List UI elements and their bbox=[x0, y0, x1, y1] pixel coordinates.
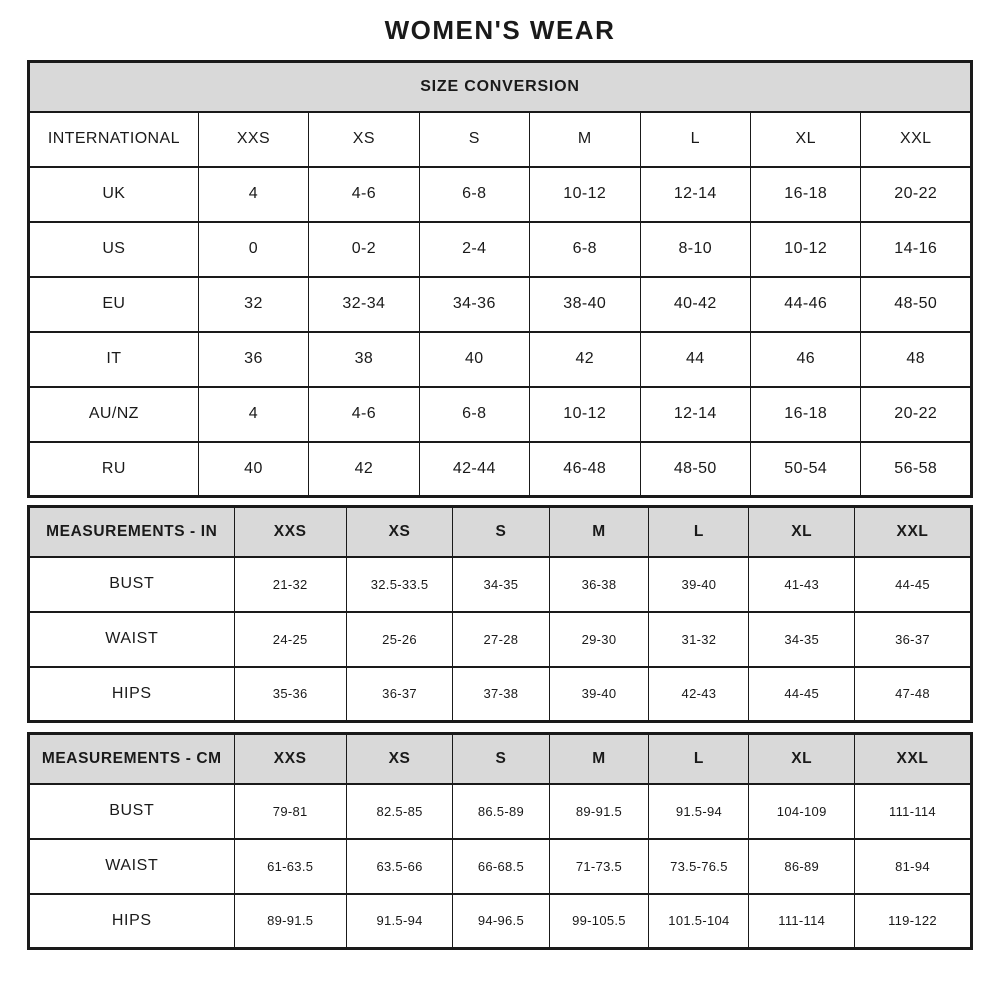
size-cell: 46 bbox=[751, 332, 861, 387]
row-label: WAIST bbox=[29, 839, 235, 894]
measurement-cell: 32.5-33.5 bbox=[346, 557, 453, 612]
size-cell: 44 bbox=[640, 332, 751, 387]
size-cell: 14-16 bbox=[861, 222, 972, 277]
size-cell: 42-44 bbox=[419, 442, 529, 497]
measurement-cell: 63.5-66 bbox=[346, 839, 453, 894]
size-cell: 16-18 bbox=[751, 387, 861, 442]
table-row bbox=[29, 277, 972, 332]
row-label: AU/NZ bbox=[29, 387, 199, 442]
size-cell: 38 bbox=[309, 332, 419, 387]
measurement-cell: 34-35 bbox=[749, 612, 855, 667]
size-header-cell: XXL bbox=[861, 112, 972, 167]
size-header-cell: M bbox=[530, 112, 641, 167]
size-cell: 56-58 bbox=[861, 442, 972, 497]
size-header-cell: L bbox=[640, 112, 751, 167]
size-header-cell: S bbox=[419, 112, 529, 167]
measurement-cell: 111-114 bbox=[749, 894, 855, 949]
measurement-cell: 79-81 bbox=[234, 784, 346, 839]
size-cell: 48 bbox=[861, 332, 972, 387]
table-row bbox=[29, 112, 972, 167]
size-cell: 32-34 bbox=[309, 277, 419, 332]
size-header-cell: XXS bbox=[234, 734, 346, 784]
size-header-cell: XXS bbox=[198, 112, 308, 167]
row-label: WAIST bbox=[29, 612, 235, 667]
table-row bbox=[29, 387, 972, 442]
size-header-cell: S bbox=[453, 734, 549, 784]
row-label: INTERNATIONAL bbox=[29, 112, 199, 167]
measurement-cell: 66-68.5 bbox=[453, 839, 549, 894]
measurement-cell: 29-30 bbox=[549, 612, 649, 667]
measurement-cell: 91.5-94 bbox=[649, 784, 749, 839]
size-cell: 4-6 bbox=[309, 387, 419, 442]
measurement-cell: 21-32 bbox=[234, 557, 346, 612]
measurement-cell: 111-114 bbox=[855, 784, 972, 839]
size-header-cell: L bbox=[649, 507, 749, 557]
size-header-cell: XS bbox=[346, 507, 453, 557]
size-header-cell: XXL bbox=[855, 734, 972, 784]
size-cell: 20-22 bbox=[861, 387, 972, 442]
measurement-cell: 37-38 bbox=[453, 667, 549, 722]
measurements-cm-table bbox=[27, 732, 973, 950]
measurement-cell: 41-43 bbox=[749, 557, 855, 612]
size-header-cell: XL bbox=[749, 507, 855, 557]
size-header-cell: M bbox=[549, 507, 649, 557]
measurement-cell: 61-63.5 bbox=[234, 839, 346, 894]
row-label: EU bbox=[29, 277, 199, 332]
size-header-cell: XS bbox=[309, 112, 419, 167]
measurement-cell: 119-122 bbox=[855, 894, 972, 949]
table-gap bbox=[27, 723, 973, 732]
table-row bbox=[29, 442, 972, 497]
measurement-cell: 36-37 bbox=[855, 612, 972, 667]
size-header-cell: S bbox=[453, 507, 549, 557]
measurements-cm-header: MEASUREMENTS - CM bbox=[29, 734, 235, 784]
table-row bbox=[29, 894, 972, 949]
size-cell: 4 bbox=[198, 387, 308, 442]
size-cell: 4 bbox=[198, 167, 308, 222]
row-label: RU bbox=[29, 442, 199, 497]
size-header-cell: L bbox=[649, 734, 749, 784]
size-cell: 10-12 bbox=[530, 387, 641, 442]
size-cell: 12-14 bbox=[640, 167, 751, 222]
size-cell: 36 bbox=[198, 332, 308, 387]
row-label: BUST bbox=[29, 557, 235, 612]
size-header-cell: M bbox=[549, 734, 649, 784]
size-cell: 42 bbox=[530, 332, 641, 387]
size-cell: 16-18 bbox=[751, 167, 861, 222]
size-cell: 46-48 bbox=[530, 442, 641, 497]
size-cell: 2-4 bbox=[419, 222, 529, 277]
table-gap bbox=[27, 498, 973, 505]
measurement-cell: 71-73.5 bbox=[549, 839, 649, 894]
row-label: US bbox=[29, 222, 199, 277]
size-conversion-header: SIZE CONVERSION bbox=[29, 62, 972, 112]
table-row bbox=[29, 667, 972, 722]
size-cell: 48-50 bbox=[640, 442, 751, 497]
size-header-cell: XXL bbox=[855, 507, 972, 557]
row-label: IT bbox=[29, 332, 199, 387]
measurement-cell: 89-91.5 bbox=[234, 894, 346, 949]
table-row bbox=[29, 557, 972, 612]
table-row bbox=[29, 167, 972, 222]
table-header-row bbox=[29, 734, 972, 784]
measurement-cell: 27-28 bbox=[453, 612, 549, 667]
size-cell: 10-12 bbox=[751, 222, 861, 277]
table-header-row bbox=[29, 507, 972, 557]
measurement-cell: 101.5-104 bbox=[649, 894, 749, 949]
table-row bbox=[29, 839, 972, 894]
measurement-cell: 81-94 bbox=[855, 839, 972, 894]
row-label: HIPS bbox=[29, 894, 235, 949]
size-cell: 12-14 bbox=[640, 387, 751, 442]
size-cell: 48-50 bbox=[861, 277, 972, 332]
size-cell: 6-8 bbox=[419, 167, 529, 222]
measurement-cell: 44-45 bbox=[855, 557, 972, 612]
size-cell: 40 bbox=[419, 332, 529, 387]
measurement-cell: 73.5-76.5 bbox=[649, 839, 749, 894]
measurement-cell: 44-45 bbox=[749, 667, 855, 722]
table-row bbox=[29, 332, 972, 387]
measurement-cell: 25-26 bbox=[346, 612, 453, 667]
page-title: WOMEN'S WEAR bbox=[384, 15, 616, 45]
table-row bbox=[29, 222, 972, 277]
size-cell: 40-42 bbox=[640, 277, 751, 332]
table-row bbox=[29, 612, 972, 667]
measurement-cell: 39-40 bbox=[549, 667, 649, 722]
size-header-cell: XL bbox=[749, 734, 855, 784]
size-cell: 10-12 bbox=[530, 167, 641, 222]
size-cell: 0-2 bbox=[309, 222, 419, 277]
measurement-cell: 24-25 bbox=[234, 612, 346, 667]
size-cell: 0 bbox=[198, 222, 308, 277]
measurement-cell: 91.5-94 bbox=[346, 894, 453, 949]
size-header-cell: XS bbox=[346, 734, 453, 784]
measurement-cell: 86.5-89 bbox=[453, 784, 549, 839]
size-header-cell: XXS bbox=[234, 507, 346, 557]
measurement-cell: 35-36 bbox=[234, 667, 346, 722]
measurement-cell: 36-37 bbox=[346, 667, 453, 722]
row-label: UK bbox=[29, 167, 199, 222]
measurement-cell: 89-91.5 bbox=[549, 784, 649, 839]
size-cell: 6-8 bbox=[530, 222, 641, 277]
measurements-in-table bbox=[27, 505, 973, 723]
size-cell: 50-54 bbox=[751, 442, 861, 497]
measurement-cell: 31-32 bbox=[649, 612, 749, 667]
row-label: BUST bbox=[29, 784, 235, 839]
measurement-cell: 36-38 bbox=[549, 557, 649, 612]
size-cell: 32 bbox=[198, 277, 308, 332]
size-cell: 4-6 bbox=[309, 167, 419, 222]
row-label: HIPS bbox=[29, 667, 235, 722]
size-cell: 40 bbox=[198, 442, 308, 497]
size-cell: 42 bbox=[309, 442, 419, 497]
measurement-cell: 34-35 bbox=[453, 557, 549, 612]
measurement-cell: 86-89 bbox=[749, 839, 855, 894]
size-header-cell: XL bbox=[751, 112, 861, 167]
measurement-cell: 82.5-85 bbox=[346, 784, 453, 839]
size-cell: 44-46 bbox=[751, 277, 861, 332]
size-cell: 38-40 bbox=[530, 277, 641, 332]
measurement-cell: 99-105.5 bbox=[549, 894, 649, 949]
size-cell: 20-22 bbox=[861, 167, 972, 222]
measurements-in-header: MEASUREMENTS - IN bbox=[29, 507, 235, 557]
size-cell: 6-8 bbox=[419, 387, 529, 442]
size-cell: 8-10 bbox=[640, 222, 751, 277]
measurement-cell: 47-48 bbox=[855, 667, 972, 722]
measurement-cell: 42-43 bbox=[649, 667, 749, 722]
table-row bbox=[29, 784, 972, 839]
measurement-cell: 94-96.5 bbox=[453, 894, 549, 949]
size-cell: 34-36 bbox=[419, 277, 529, 332]
measurement-cell: 104-109 bbox=[749, 784, 855, 839]
size-conversion-table bbox=[27, 60, 973, 498]
measurement-cell: 39-40 bbox=[649, 557, 749, 612]
